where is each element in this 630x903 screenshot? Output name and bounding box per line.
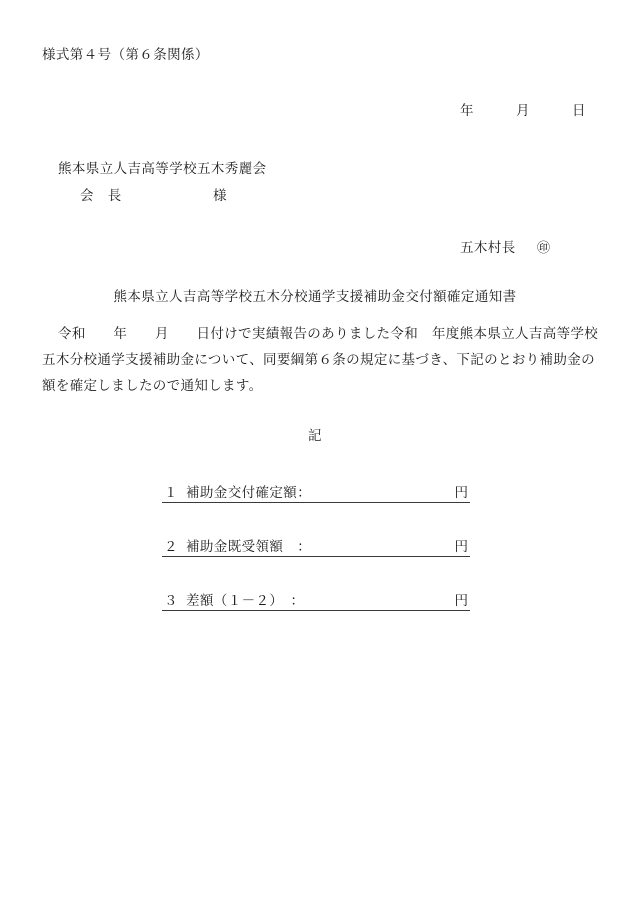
addressee-role: 会 長 [80, 188, 122, 203]
seal-icon: ㊞ [537, 240, 551, 255]
amount-label: 差額（１－２） ： [186, 593, 305, 608]
body-line: 額を確定しましたので通知します。 [42, 378, 263, 393]
amount-index: １ [164, 485, 178, 500]
amount-unit: 円 [454, 539, 468, 554]
amount-unit: 円 [454, 485, 468, 500]
document-title: 熊本県立人吉高等学校五木分校通学支援補助金交付額確定通知書 [113, 289, 517, 304]
amount-row-1 [162, 480, 470, 503]
amount-unit: 円 [454, 593, 468, 608]
amount-row-2 [162, 534, 470, 557]
amount-label: 補助金交付確定額： [186, 485, 312, 500]
amount-label: 補助金既受領額 ： [186, 539, 312, 554]
body-line: 令和 年 月 日付けで実績報告のありました令和 年度熊本県立人吉高等学校 [58, 326, 599, 341]
addressee-organization: 熊本県立人吉高等学校五木秀麗会 [58, 161, 267, 176]
addressee-honorific: 様 [213, 188, 227, 203]
amount-index: ３ [164, 593, 178, 608]
amount-index: ２ [164, 539, 178, 554]
body-line: 五木分校通学支援補助金について、同要綱第６条の規定に基づき、下記のとおり補助金の [42, 352, 595, 367]
form-number: 様式第４号（第６条関係） [42, 47, 209, 62]
ki-marker: 記 [308, 428, 322, 443]
date-line: 年 月 日 [460, 103, 586, 118]
sender-name: 五木村長 [460, 240, 516, 255]
amount-row-3 [162, 588, 470, 611]
